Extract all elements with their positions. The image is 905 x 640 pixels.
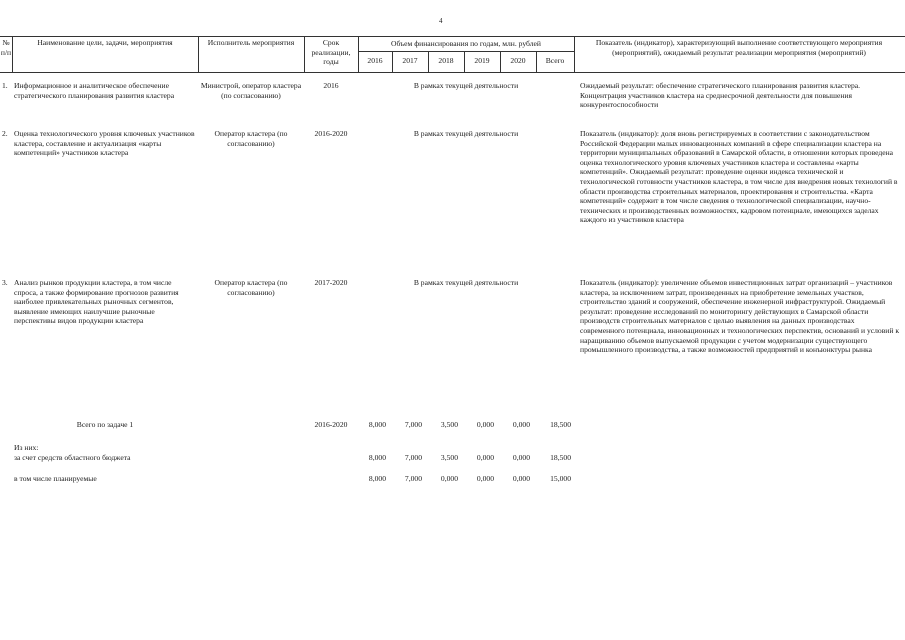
header-year-2017: 2017 <box>402 56 418 65</box>
row-number: 3. <box>2 278 8 287</box>
header-col-executor: Исполнитель мероприятия <box>207 38 295 47</box>
planned-2017: 7,000 <box>404 474 422 483</box>
header-col-indicator: Показатель (индикатор), характеризующий выполнение соответствующего мероприятия (мероприятий), ожидаемый результат реализации мероприятия (мероприятий) <box>595 38 883 57</box>
planned-2020: 0,000 <box>512 474 530 483</box>
row-term: 2016-2020 <box>314 129 348 138</box>
row-executor: Оператор кластера (по согласованию) <box>214 278 288 297</box>
row-executor: Министрой, оператор кластера (по согласованию) <box>200 81 302 100</box>
header-total: Всего <box>545 56 565 65</box>
row-term: 2016 <box>323 81 339 90</box>
row-indicator: Показатель (индикатор): доля вновь регистрируемых в соответствии с законодательством Российской Федерации малых инновационных компаний в сфере специализации кластера на территории муниципальных образований в Самарской области, в отношении которых проведена оценка технологического уровня ключевых участников кластера и составлены «карты компетенций». Ожидаемый результат: проведение оценки индекса технической и технологической готовности участников кластера, в том числе для внедрения новых технологий в области производства строительных материалов, проектирования и строительства. «Карта компетенций» содержит в том числе сведения о технологической специализации, научно-технических и производственных возможностях, кадровом потенциале, имеющихся заделах каждого из участников кластера <box>580 129 898 225</box>
regional-2016: 8,000 <box>368 453 386 462</box>
planned-label: в том числе планируемые <box>14 474 97 483</box>
total-task-2016: 8,000 <box>368 420 386 429</box>
regional-2020: 0,000 <box>512 453 530 462</box>
row-funding: В рамках текущей деятельности <box>413 81 519 90</box>
row-name: Информационное и аналитическое обеспечение стратегического планирования развития кластера <box>14 81 175 100</box>
header-year-2019: 2019 <box>474 56 490 65</box>
of-them-label: Из них: <box>14 443 39 452</box>
row-name: Анализ рынков продукции кластера, в том числе спроса, а также формирование прогнозов развития наиболее привлекательных рыночных сегментов, выявление имеющих наилучшие рыночные перспективы видов продукции кластера <box>14 278 179 326</box>
row-number: 1. <box>2 81 8 90</box>
row-executor: Оператор кластера (по согласованию) <box>214 129 288 148</box>
header-year-2016: 2016 <box>367 56 383 65</box>
planned-2018: 0,000 <box>440 474 458 483</box>
regional-2017: 7,000 <box>404 453 422 462</box>
total-task-term: 2016-2020 <box>314 420 348 429</box>
regional-sum: 18,500 <box>550 453 571 462</box>
header-year-2018: 2018 <box>438 56 454 65</box>
header-col-term: Срок реализации, годы <box>311 38 351 67</box>
regional-2018: 3,500 <box>440 453 458 462</box>
header-col-funding: Объем финансирования по годам, млн. рублей <box>391 39 541 48</box>
row-name: Оценка технологического уровня ключевых участников кластера, составление и актуализация «карты компетенций» участников кластера <box>14 129 195 158</box>
regional-2019: 0,000 <box>476 453 494 462</box>
row-funding: В рамках текущей деятельности <box>413 278 519 287</box>
planned-2016: 8,000 <box>368 474 386 483</box>
header-col-number: № п/п <box>0 38 12 57</box>
total-task-sum: 18,500 <box>550 420 571 429</box>
page-number: 4 <box>439 17 443 25</box>
total-task-2020: 0,000 <box>512 420 530 429</box>
row-indicator: Ожидаемый результат: обеспечение стратегического планирования развития кластера. Концентрация участников кластера на среднесрочной деятельности для повышения конкурентоспособности <box>580 81 861 110</box>
row-number: 2. <box>2 129 8 138</box>
row-indicator: Показатель (индикатор): увеличение объемов инвестиционных затрат организаций – участников кластера, за исключением затрат, произведенных на приобретение земельных участков, строительство зданий и сооружений, обеспечение инженерной инфраструктурой. Ожидаемый результат: проведение исследований по мониторингу действующих в Самарской области производств строительных материалов с целью выявления на данных производствах современного потенциала, инновационных и технологических перспектив, оснований и условий к наращиванию объемов выпускаемой продукции с учетом модернизации существующего промышленного производства, а также возможностей предприятий и конъюнктуры рынка <box>580 278 900 355</box>
regional-budget-label: за счет средств областного бюджета <box>14 453 131 462</box>
header-year-2020: 2020 <box>510 56 526 65</box>
planned-sum: 15,000 <box>550 474 571 483</box>
total-task-2018: 3,500 <box>440 420 458 429</box>
row-funding: В рамках текущей деятельности <box>413 129 519 138</box>
header-col-name: Наименование цели, задачи, мероприятия <box>37 38 173 47</box>
total-task-2019: 0,000 <box>476 420 494 429</box>
total-task-2017: 7,000 <box>404 420 422 429</box>
total-task-label: Всего по задаче 1 <box>76 420 134 429</box>
row-term: 2017-2020 <box>314 278 348 287</box>
planned-2019: 0,000 <box>476 474 494 483</box>
